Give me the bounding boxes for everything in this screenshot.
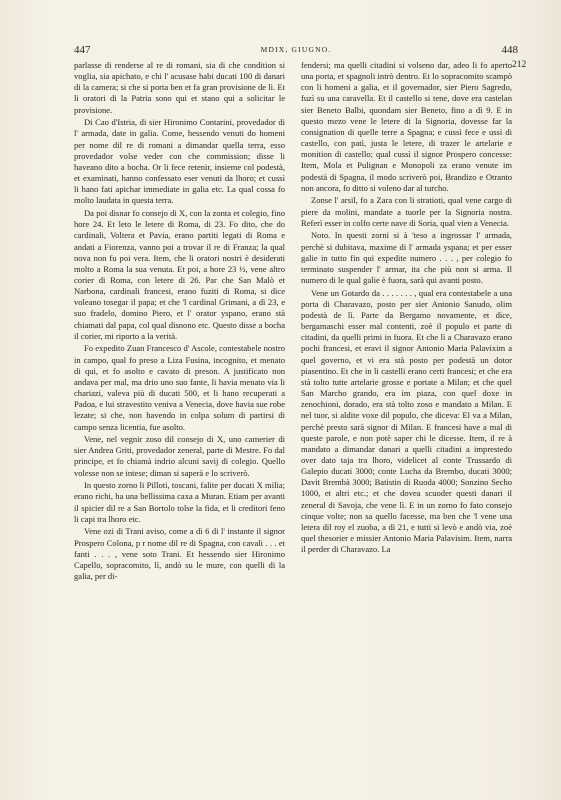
paragraph: Zonse l' arsil, fo a Zara con li stratioti, qual vene cargo di piere da molini, mandate a tuorle per la Signoria nostra. Referì esser in colfo certe nave di Soria, qual vien a Venecia. xyxy=(301,195,512,228)
left-text-column xyxy=(74,60,285,582)
paragraph: In questo zorno li Pilloti, toscani, falite per ducati X milia; erano richi, ha una bellissima caxa a Muran. Etiam per avanti il spicier dil re a San Bortolo tolse la fida, et li creditori feno li capi tra lhoro etc. xyxy=(74,480,285,524)
paragraph: Vene ozi di Trani aviso, come a dì 6 di l' instante il signor Prospero Colona, p r nome dil re di Spagna, con cavali . . . et fanti . . . , vene soto Trani. Et hessendo sier Hironimo Capello, sopracomito, lì, andò su le mure, con quelli di la galia, per di- xyxy=(74,526,285,582)
paragraph: Vene un Gotardo da . . . . . . . , qual era contestabele a una porta di Charavazo, posto per sier Antonio Sanudo, olim podestà de lì. Parte da Bergamo novamente, et dice, bergamaschi esser mal contenti, zoè il populo et parte di citadini, da quelli primi in fuora. Et che lì a Charavazo erano pochi francesi, et eravi il signor Antonio Maria Palavixim a quel governo, et vi era stà posto per podestà un dotor piasentino. Et che in li castelli erano certi francesi; et che era stà tolto tutte artelarie grosse e portate a Milan; et che quel San Marcho grando, era im piaza, con quel doxe in zenochioni, dorado, era stà tolto zoso e mandato a Milan. E nel tuor, si aldite voxe dil populo, che diceva: El va a Milan, perchè presto sarà signor di Milan. E francesi have a mal di queste parole, e non potè saper chi le dicesse. Item, il re à mandato a dimandar danari a quelli citadini a imprestedo over dato taja tra lhoro, videlicet al conte Trussardo di Galepio ducati 3000; conte Lucha da Brembo, ducati 3000; Davit Brembà 3000; Batistin di Ruoda 4000; Sonzino Secho 1000, et altri etc.; et che dovea scuoder questi danari il zeneral di Savoja, che vene lì. E in un zorno fo fato consejo cinque volte; non sa quello facesse, ma ben che 'l vene una letera dil roy el zuoba, a dì 21, e tutti si levò e andò via, zoè quel thesorier e missier Antonio Maria Palavisim. Item, narra il perder di Charavazo. La xyxy=(301,287,512,555)
paragraph: parlasse di renderse al re di romani, sia di che condition si voglia, sia apichato, e chi l' acusase habi ducati 100 di danari di la camera; si che si porta ben et fa gran provisione de lì. Et li oratori di la Patria sono qui et stano qui a solicitar le provisione. xyxy=(74,60,285,115)
margin-column-number: 212 xyxy=(512,60,527,70)
paragraph: Da poi disnar fo consejo di X, con la zonta et colegio, fino hore 24. Et leto le letere di Roma, di 23. Fo dito, che do cardinali, Voltera et Pavia, erano partiti legati di Roma e andati a Fiorenza, vanno poi a trovar il re di Franza; la qual nova non fu poi vera. Item, che li oratori nostri è desiderati molto a Roma la sua venuta. Et poi, a hore 23 ½, vene altro corier di Roma, con letere di 26. Par che San Malò et Narbona, cardinali francesi, erano fuziti di Roma, si dice voleano tosegar il papa; et che 'l cardinal Grimani, a dì 23, e suo fradelo, domino Piero, et l' orator yspano, erano stà chiamati dal papa, col qual disnono etc. Questo disse a bocha il corier, mi riporto a la verità. xyxy=(74,208,285,341)
page-number-right: 448 xyxy=(501,44,518,56)
right-text-column xyxy=(301,60,512,555)
paragraph: Fo expedito Zuan Francesco d' Ascole, contestabele nostro in campo, qual fo preso a Liza Fusina, incognito, et menato di qui, et fo asolto e cavato di preson. A justificato non andava per mal, ma drio uno suo fante, li havia menato via li chariazi, valeva più di ducati 500, et li hano recuperati a Padoa, e lui stravestito veniva a Venecia, dove havia sue robe lezate; si che, non havendo in colpa solum di partirsi di campo senza licentia, fue asolto. xyxy=(74,343,285,432)
page-number-left: 447 xyxy=(74,44,91,56)
paragraph: fendersi; ma quelli citadini si volseno dar, adeo li fo aperto una porta, et spagnoli intrò dentro. Et lo sopracomito scampò con li homeni a galia, et il governador, sier Piero Sagredo, fuzì su una caravella. Et il castello si tene, dove era castelan sier Beneto Balbi, quondam sier Beneto, fino a dì 9. E in questo mezo vene le letere di la Signoria, dovesse far la consignation di quelle terre a Spagna; e cussì fece e ussì di castello, con patì, justa le letere, di trazer le artelarie e monition di castello; qual cussì il signor Prospero concesse: Item, Mola et Pulignan e Monopoli za erano venute im podestà di Spagna, il modo scriverò poi, Brandizo e Otranto non ancora, fo ditto si voleno dar al turcho. xyxy=(301,60,512,193)
page-header xyxy=(74,44,518,58)
running-head: MDIX, GIUGNO. xyxy=(260,45,332,54)
paragraph: Di Cao d'Istria, di sier Hironimo Contarini, provedador di l' armada, date in galia. Come, hessendo venuti do homeni per nome dil re di romani a dimandar quella terra, esso provedador volse veder con che commission; disse li haveano dito a bocha. Or li fece retenir, insieme col podestà, et examinati, hanno confessato eser venuti da lhoro; et cussì li hano fati apichar immediate in galia etc. La qual cossa fo molto laudata in questa terra. xyxy=(74,117,285,206)
paragraph: Noto. In questi zorni si à 'teso a ingrossar l' armada, perchè si dubitava, maxime di l' armada yspana; et per esser galie in tutto fin qui expedite numero . . . , per colegio fo terminato suspender l' armar, ita che più non si arma. Il numero di le qual galie è fuora, sarà qui avanti posto. xyxy=(301,230,512,285)
paragraph: Vene, nel vegnir zoso dil consejo di X, uno camerier di sier Andrea Griti, provedador zeneral, parte di Mestre. Fo dal principe, et fo chiamà indrio alcuni savij di colegio. Quello volesse non se intese; diman si saperà e lo scriverò. xyxy=(74,434,285,478)
